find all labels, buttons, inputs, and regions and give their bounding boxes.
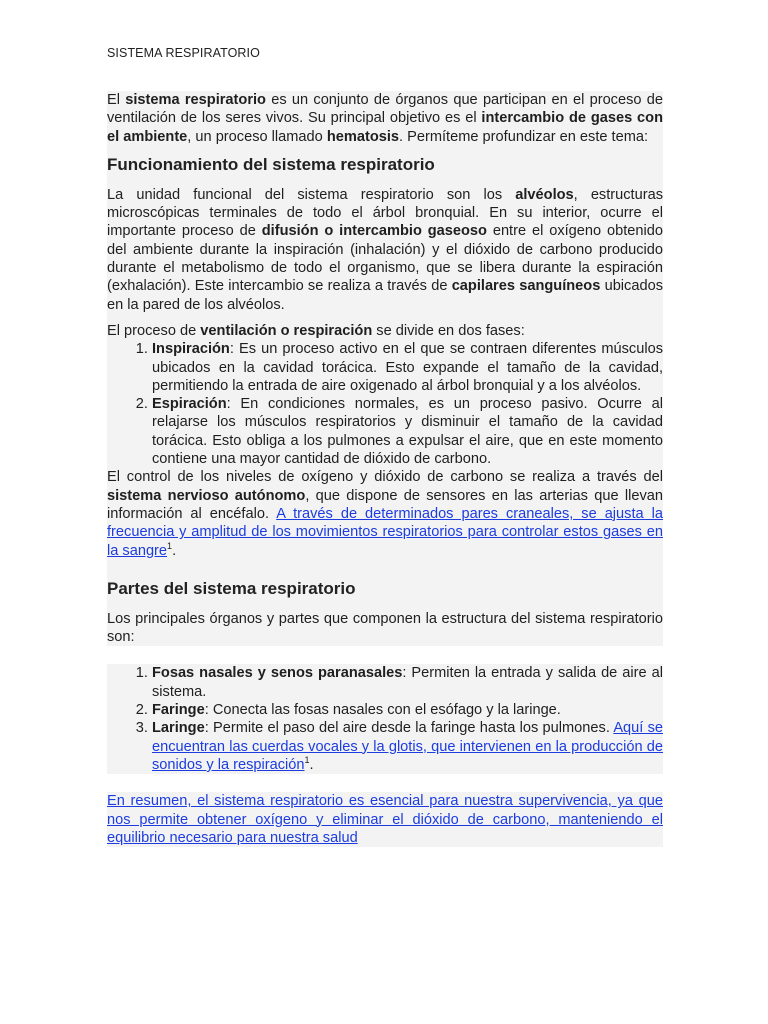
list-item-term: Espiración	[152, 396, 227, 413]
list-item-term: Fosas nasales y senos paranasales	[152, 665, 403, 682]
paragraph-text: entre el oxígeno obtenido del ambiente durante la inspiración (inhalación) y el dióxido de carbono producido durante el metabolismo de todo el organismo, que se libera durante la espiración (exhalación). Este intercambio se realiza a través de	[107, 223, 664, 295]
list-item	[152, 664, 663, 701]
paragraph-text: El proceso de	[107, 322, 201, 339]
bold-term: alvéolos	[515, 186, 574, 203]
footnote-ref[interactable]: 1	[304, 755, 310, 766]
paragraph-text: La unidad funcional del sistema respiratorio son los	[107, 186, 516, 203]
list-item-text: : Permiten la entrada y salida de aire al sistema.	[152, 665, 663, 700]
bold-term: capilares sanguíneos	[451, 278, 601, 295]
funcionamiento-paragraph-2	[107, 322, 663, 340]
bold-term: difusión o intercambio gaseoso	[261, 223, 487, 240]
funcionamiento-paragraph-1	[107, 186, 663, 314]
paragraph-text: .	[172, 542, 177, 559]
section-heading-partes: Partes del sistema respiratorio	[107, 578, 356, 598]
section-heading-funcionamiento: Funcionamiento del sistema respiratorio	[107, 154, 435, 174]
list-item	[152, 395, 663, 468]
citation-link-craneales[interactable]: A través de determinados pares craneales, se ajusta la frecuencia y amplitud de los movimientos respiratorios para controlar estos gases en la sangre	[107, 505, 663, 559]
list-item	[152, 719, 663, 774]
intro-text: , un proceso llamado	[187, 128, 327, 145]
bold-term: sistema nervioso autónomo	[107, 487, 306, 504]
intro-text: . Permíteme profundizar en este tema:	[399, 128, 649, 145]
intro-text: El	[107, 92, 126, 108]
intro-bold-term: hematosis	[326, 128, 400, 145]
intro-bold-term: intercambio de gases con el ambiente	[107, 110, 663, 145]
list-item-text: : Permite el paso del aire desde la faringe hasta los pulmones.	[204, 720, 614, 737]
footnote-ref[interactable]: 1	[167, 540, 173, 551]
paragraph-text: ubicados en la pared de los alvéolos.	[107, 278, 663, 313]
paragraph-text: , que dispone de sensores en las arterias que llevan información al encéfalo.	[107, 487, 663, 522]
citation-link-laringe[interactable]: Aquí se encuentran las cuerdas vocales y la glotis, que intervienen en la producción de sonidos y la respiración	[152, 720, 663, 773]
document-header-title: SISTEMA RESPIRATORIO	[107, 46, 260, 60]
paragraph-text: El control de los niveles de oxígeno y dióxido de carbono se realiza a través del	[107, 469, 663, 486]
list-item-text: : En condiciones normales, es un proceso pasivo. Ocurre al relajarse los músculos respiratorios y disminuir el tamaño de la cavidad torácica. Esto obliga a los pulmones a expulsar el aire, que en este momento contiene una mayor cantidad de dióxido de carbono.	[152, 396, 663, 468]
intro-text: es un conjunto de órganos que participan en el proceso de ventilación de los seres vivos. Su principal objetivo es el	[107, 92, 664, 127]
summary-paragraph	[107, 792, 663, 847]
list-item	[152, 701, 663, 719]
list-item	[152, 340, 663, 395]
parts-block	[107, 664, 663, 774]
intro-bold-term: sistema respiratorio	[125, 92, 266, 108]
paragraph-text: , estructuras microscópicas terminales de todo el árbol bronquial. En su interior, ocurre el importante proceso de	[107, 186, 663, 240]
bold-term: ventilación o respiración	[200, 322, 373, 339]
parts-list	[107, 664, 663, 774]
list-item-text: : Es un proceso activo en el que se contraen diferentes músculos ubicados en la cavidad torácica. Esto expande el tamaño de la cavidad, permitiendo la entrada de aire oxigenado al árbol bronquial y a los alvéolos.	[152, 341, 663, 394]
list-item-term: Inspiración	[152, 341, 230, 358]
document-body	[107, 91, 663, 847]
list-item-text: .	[309, 756, 314, 773]
intro-paragraph	[107, 91, 663, 146]
funcionamiento-paragraph-3	[107, 468, 663, 559]
partes-paragraph-1: Los principales órganos y partes que componen la estructura del sistema respiratorio son:	[107, 610, 663, 646]
list-item-text: : Conecta las fosas nasales con el esófago y la laringe.	[204, 702, 561, 719]
paragraph-text: se divide en dos fases:	[372, 322, 525, 339]
phases-list	[107, 340, 663, 468]
intro-block	[107, 91, 663, 646]
list-item-term: Faringe	[152, 702, 205, 719]
summary-link[interactable]: En resumen, el sistema respiratorio es esencial para nuestra supervivencia, ya que nos permite obtener oxígeno y eliminar el dióxido de carbono, manteniendo el equilibrio necesario para nuestra salud	[107, 793, 663, 846]
list-item-term: Laringe	[152, 720, 205, 737]
summary-block	[107, 792, 663, 847]
